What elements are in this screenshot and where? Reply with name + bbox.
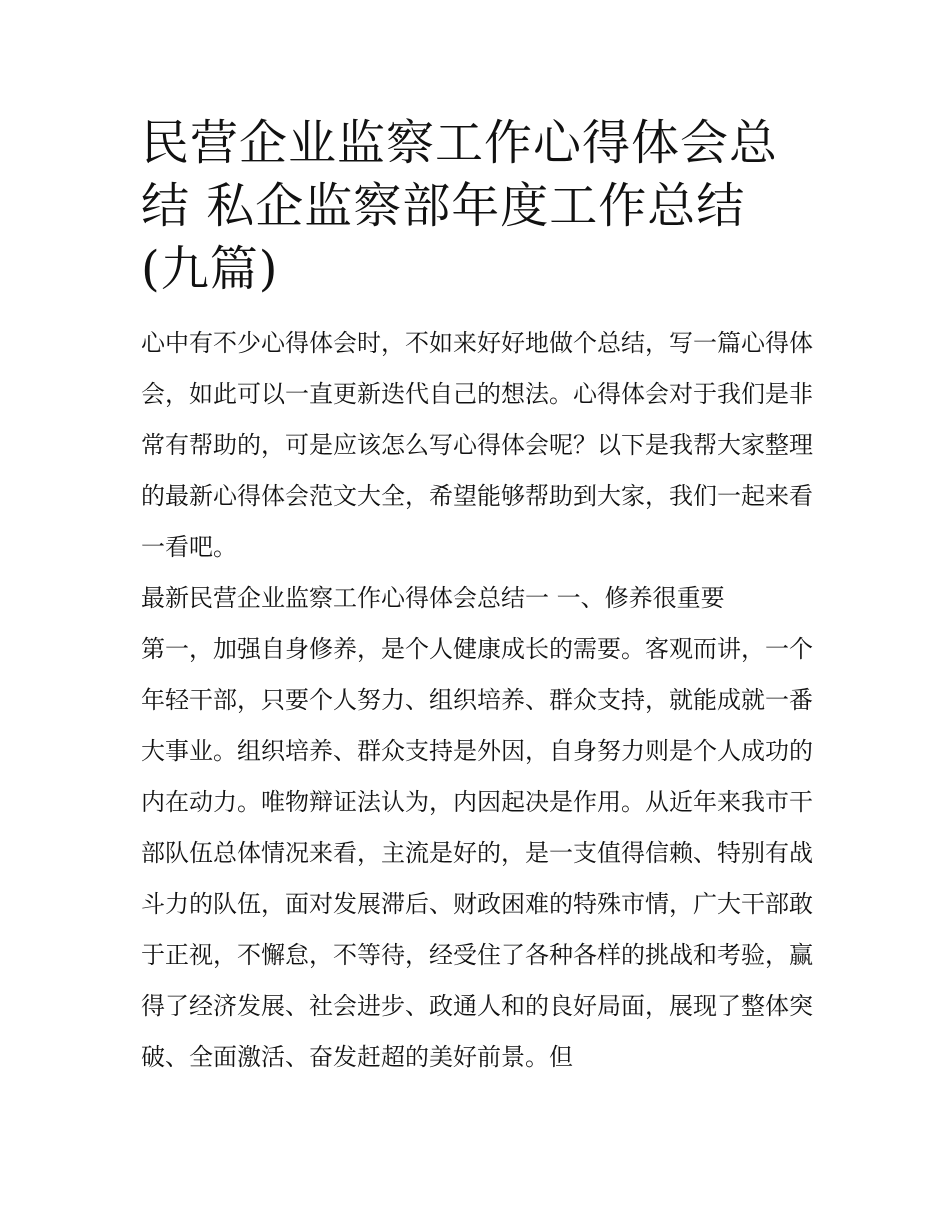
- title-line-2: 结 私企监察部年度工作总结: [141, 178, 746, 234]
- title-line-3: (九篇): [141, 241, 279, 297]
- section-heading: 最新民营企业监察工作心得体会总结一 一、修养很重要: [141, 584, 725, 612]
- section-paragraph: 第一，加强自身修养，是个人健康成长的需要。客观而讲，一个年轻干部，只要个人努力、组织培养、群众支持，就能成就一番大事业。组织培养、群众支持是外因，自身努力则是个人成功的内在动力。唯物辩证法认为，内因起决是作用。从近年来我市干部队伍总体情况来看，主流是好的，是一支值得信赖、特别有战斗力的队伍，面对发展滞后、财政困难的特殊市情，广大干部敢于正视，不懈怠，不等待，经受住了各种各样的挑战和考验，赢得了经济发展、社会进步、政通人和的良好局面，展现了整体突破、全面激活、奋发赶超的美好前景。但: [141, 635, 813, 1071]
- document-content: [141, 112, 813, 1083]
- document-body: [141, 318, 813, 1083]
- intro-paragraph: 心中有不少心得体会时，不如来好好地做个总结，写一篇心得体会，如此可以一直更新迭代自己的想法。心得体会对于我们是非常有帮助的，可是应该怎么写心得体会呢？以下是我帮大家整理的最新心得体会范文大全，希望能够帮助到大家，我们一起来看一看吧。: [141, 329, 813, 561]
- title-line-1: 民营企业监察工作心得体会总: [141, 115, 779, 171]
- document-title: [141, 112, 813, 301]
